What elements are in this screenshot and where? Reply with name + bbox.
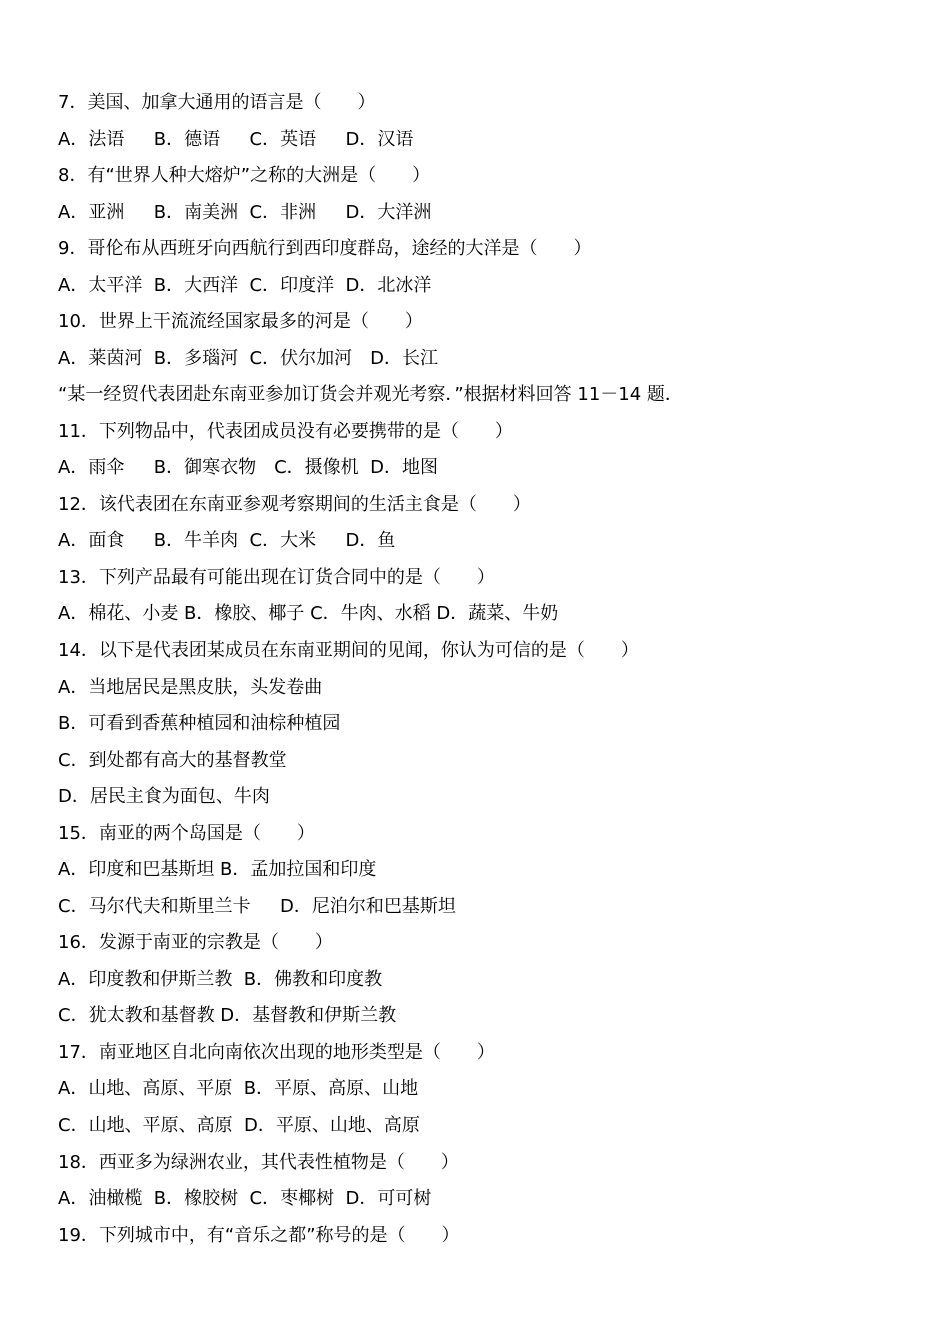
question-10-options: A．莱茵河 B．多瑙河 C．伏尔加河 D．长江	[58, 348, 438, 369]
question-15-options-cd: C．马尔代夫和斯里兰卡 D．尼泊尔和巴基斯坦	[58, 896, 456, 917]
question-11-options: A．雨伞 B．御寒衣物 C．摄像机 D．地图	[58, 457, 438, 478]
question-17-options-ab: A．山地、高原、平原 B．平原、高原、山地	[58, 1078, 419, 1099]
question-8: 8．有“世界人种大熔炉”之称的大洲是（ ）	[58, 165, 431, 186]
question-14-option-a: A．当地居民是黑皮肤，头发卷曲	[58, 677, 323, 698]
question-14-option-c: C．到处都有高大的基督教堂	[58, 750, 287, 771]
question-9: 9．哥伦布从西班牙向西航行到西印度群岛，途经的大洋是（ ）	[58, 238, 592, 259]
material-intro: “某一经贸代表团赴东南亚参加订货会并观光考察．”根据材料回答 11－14 题．	[58, 384, 683, 405]
question-13-options: A．棉花、小麦 B．橡胶、椰子 C．牛肉、水稻 D．蔬菜、牛奶	[58, 603, 559, 624]
question-7-options: A．法语 B．德语 C．英语 D．汉语	[58, 129, 414, 150]
question-10: 10．世界上干流流经国家最多的河是（ ）	[58, 311, 423, 332]
question-15-options-ab: A．印度和巴基斯坦 B．孟加拉国和印度	[58, 859, 377, 880]
question-14-option-b: B．可看到香蕉种植园和油棕种植园	[58, 713, 341, 734]
question-12: 12．该代表团在东南亚参观考察期间的生活主食是（ ）	[58, 494, 531, 515]
question-17: 17．南亚地区自北向南依次出现的地形类型是（ ）	[58, 1042, 495, 1063]
question-13: 13．下列产品最有可能出现在订货合同中的是（ ）	[58, 567, 495, 588]
question-16-options-ab: A．印度教和伊斯兰教 B．佛教和印度教	[58, 969, 383, 990]
question-18-options: A．油橄榄 B．橡胶树 C．枣椰树 D．可可树	[58, 1188, 432, 1209]
question-12-options: A．面食 B．牛羊肉 C．大米 D．鱼	[58, 530, 396, 551]
question-19: 19．下列城市中，有“音乐之都”称号的是（ ）	[58, 1225, 460, 1246]
question-9-options: A．太平洋 B．大西洋 C．印度洋 D．北冰洋	[58, 275, 432, 296]
question-7: 7．美国、加拿大通用的语言是（ ）	[58, 92, 376, 113]
question-17-options-cd: C．山地、平原、高原 D．平原、山地、高原	[58, 1115, 420, 1136]
question-16: 16．发源于南亚的宗教是（ ）	[58, 932, 333, 953]
question-18: 18．西亚多为绿洲农业，其代表性植物是（ ）	[58, 1152, 459, 1173]
question-14: 14．以下是代表团某成员在东南亚期间的见闻，你认为可信的是（ ）	[58, 640, 639, 661]
question-16-options-cd: C．犹太教和基督教 D．基督教和伊斯兰教	[58, 1005, 397, 1026]
question-8-options: A．亚洲 B．南美洲 C．非洲 D．大洋洲	[58, 202, 432, 223]
question-15: 15．南亚的两个岛国是（ ）	[58, 823, 315, 844]
question-11: 11．下列物品中，代表团成员没有必要携带的是（ ）	[58, 421, 513, 442]
question-14-option-d: D．居民主食为面包、牛肉	[58, 786, 270, 807]
